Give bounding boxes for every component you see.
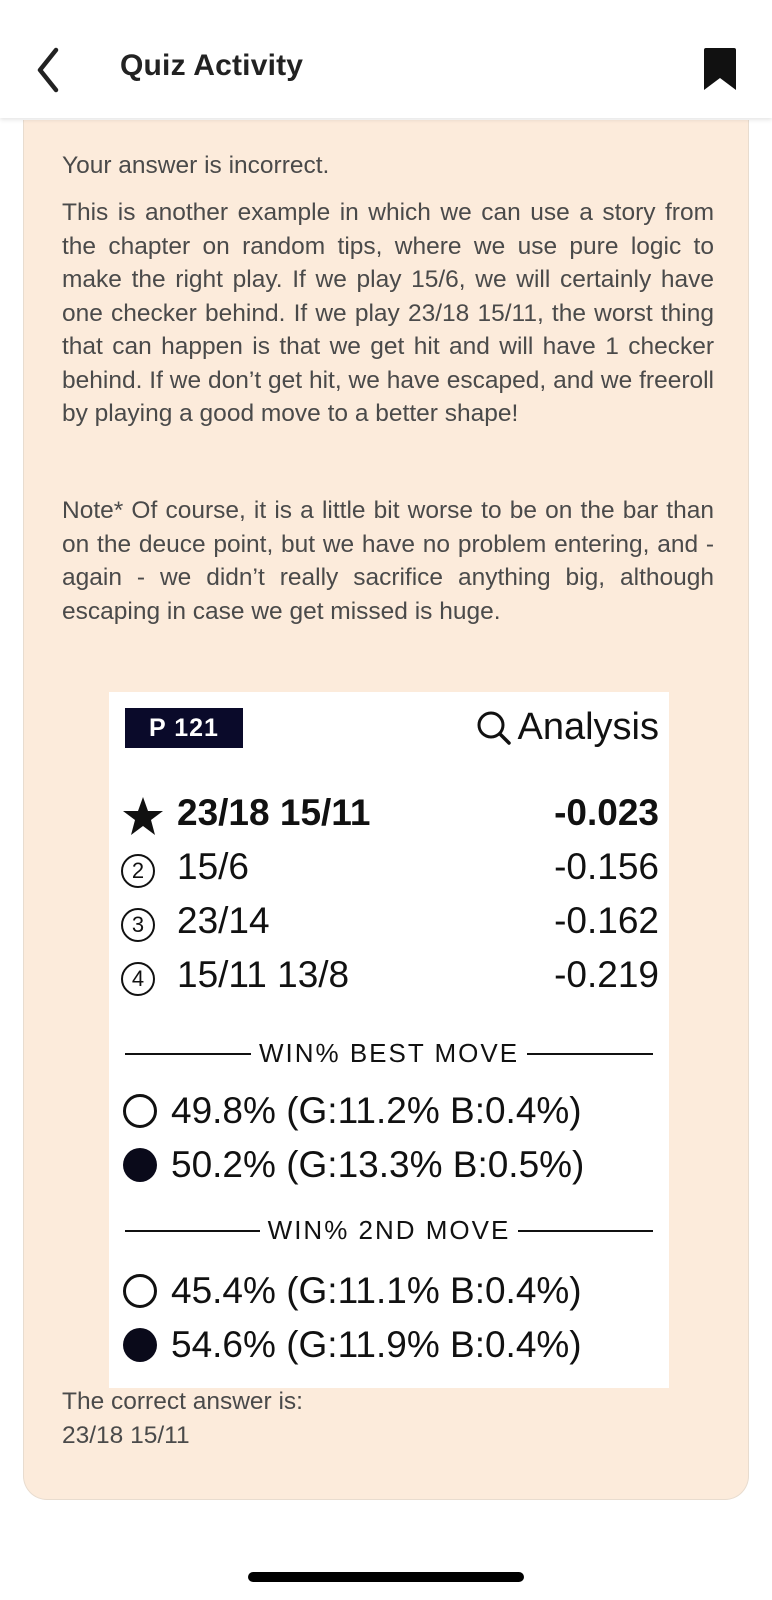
win-row (123, 1268, 582, 1314)
move-equity: -0.162 (554, 900, 659, 941)
best-move-heading (125, 1038, 653, 1068)
star-icon (121, 794, 165, 838)
win-white-best: 49.8% (G:11.2% B:0.4%) (171, 1090, 582, 1131)
rank-badge: 4 (121, 962, 155, 996)
move-equity: -0.023 (554, 792, 659, 833)
second-move-heading (125, 1215, 653, 1245)
white-checker-icon (123, 1094, 157, 1128)
move-row-1 (121, 788, 659, 838)
move-text: 15/11 13/8 (177, 954, 350, 995)
win-row (123, 1088, 582, 1134)
analysis-label: Analysis (517, 706, 659, 748)
rank-badge: 3 (121, 908, 155, 942)
back-button[interactable] (30, 44, 70, 96)
correct-answer-label: The correct answer is: (62, 1388, 303, 1415)
correct-answer-value: 23/18 15/11 (62, 1422, 190, 1449)
black-checker-icon (123, 1148, 157, 1182)
answer-status: Your answer is incorrect. (62, 152, 330, 179)
win-black-best: 50.2% (G:13.3% B:0.5%) (171, 1144, 585, 1185)
move-row-3 (121, 896, 659, 946)
app-header (0, 0, 772, 118)
note-text: Note* Of course, it is a little bit worse to be on the bar than on the deuce point, but we have no problem entering, and - again - we didn’t really sacrifice anything big, although escaping in case we get missed is huge. (62, 497, 714, 625)
analysis-label-group (476, 706, 660, 749)
position-badge: P 121 (125, 708, 243, 748)
second-move-heading-text: WIN% 2ND MOVE (260, 1215, 519, 1245)
rank-badge: 2 (121, 854, 155, 888)
page-title: Quiz Activity (120, 49, 304, 82)
bookmark-icon (700, 44, 740, 94)
explanation-text: This is another example in which we can use a story from the chapter on random tips, where we use pure logic to make the right play. If we play 15/6, we will certainly have one checker behind. If we play 23/18 15/11, the worst thing that can happen is that we get hit and will have 1 checker behind. If we don’t get hit, we have escaped, and we freeroll by playing a good move to a better shape! (62, 199, 714, 427)
bookmark-button[interactable] (700, 44, 740, 94)
white-checker-icon (123, 1274, 157, 1308)
search-icon (476, 710, 512, 746)
move-equity: -0.219 (554, 954, 659, 995)
home-indicator[interactable] (248, 1572, 524, 1582)
best-move-heading-text: WIN% BEST MOVE (251, 1038, 527, 1068)
analysis-panel (109, 692, 669, 1388)
move-text: 23/14 (177, 900, 270, 941)
win-row (123, 1142, 584, 1188)
move-row-2 (121, 842, 659, 892)
move-text: 23/18 15/11 (177, 792, 371, 833)
win-black-second: 54.6% (G:11.9% B:0.4%) (171, 1324, 582, 1365)
feedback-card (23, 120, 749, 1500)
move-row-4 (121, 950, 659, 1000)
chevron-left-icon (30, 44, 70, 96)
move-text: 15/6 (177, 846, 250, 887)
move-equity: -0.156 (554, 846, 659, 887)
win-white-second: 45.4% (G:11.1% B:0.4%) (171, 1270, 582, 1311)
win-row (123, 1322, 582, 1368)
black-checker-icon (123, 1328, 157, 1362)
